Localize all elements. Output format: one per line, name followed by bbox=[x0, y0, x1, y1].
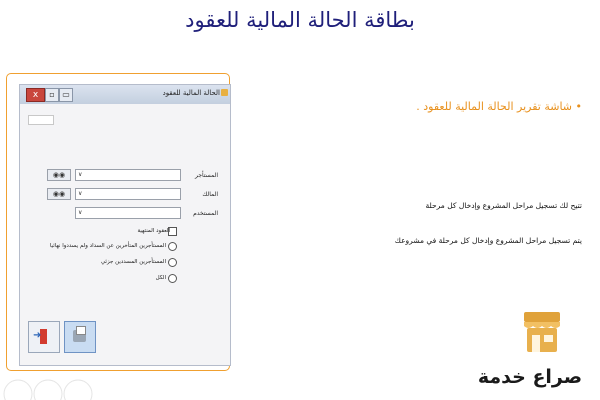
screenshot-frame bbox=[6, 73, 230, 371]
report-window bbox=[19, 84, 231, 366]
chevron-down-icon: ∨ bbox=[78, 190, 83, 197]
shop-logo-icon bbox=[518, 308, 566, 356]
maximize-button[interactable]: ▫ bbox=[45, 88, 59, 102]
option-all-label: الكل bbox=[155, 275, 166, 281]
radio-partially-paid[interactable] bbox=[168, 258, 177, 267]
print-button[interactable] bbox=[64, 321, 96, 353]
minimize-button[interactable]: ▭ bbox=[59, 88, 73, 102]
owner-dropdown[interactable] bbox=[75, 188, 181, 200]
bullet-text: • شاشة تقرير الحالة المالية للعقود . bbox=[416, 100, 582, 113]
tenant-dropdown[interactable] bbox=[75, 169, 181, 181]
slide-title: بطاقة الحالة المالية للعقود bbox=[185, 8, 415, 32]
app-icon bbox=[221, 89, 228, 96]
owner-label: المالك bbox=[202, 191, 218, 198]
info-box bbox=[28, 115, 54, 125]
window-titlebar bbox=[20, 85, 230, 104]
radio-late-unpaid[interactable] bbox=[168, 242, 177, 251]
close-button[interactable]: x bbox=[26, 88, 45, 102]
binoculars-icon[interactable]: ◉◉ bbox=[47, 169, 71, 181]
binoculars-icon[interactable]: ◉◉ bbox=[47, 188, 71, 200]
chevron-down-icon: ∨ bbox=[78, 209, 83, 216]
brand-logo-text: صراع خدمة bbox=[477, 366, 583, 388]
decorative-pattern bbox=[0, 372, 110, 400]
ended-contracts-label: العقود المنتهية bbox=[137, 228, 170, 234]
description-line-1: تتيح لك تسجيل مراحل المشروع وإدخال كل مرحلة bbox=[425, 201, 582, 210]
tenant-label: المستأجر bbox=[195, 172, 218, 179]
user-label: المستخدم bbox=[193, 210, 218, 217]
option-partially-paid-label: المستأجرين المسددين جزئي bbox=[100, 259, 166, 265]
radio-all[interactable] bbox=[168, 274, 177, 283]
exit-button[interactable]: ➜ bbox=[28, 321, 60, 353]
user-dropdown[interactable] bbox=[75, 207, 181, 219]
window-title: الحالة المالية للعقود bbox=[162, 89, 220, 97]
option-late-unpaid-label: المستأجرين المتأخرين عن السداد ولم يسددوا نهائيا bbox=[49, 243, 166, 249]
chevron-down-icon: ∨ bbox=[78, 171, 83, 178]
description-line-2: يتم تسجيل مراحل المشروع وإدخال كل مرحلة في مشروعك bbox=[394, 236, 582, 245]
